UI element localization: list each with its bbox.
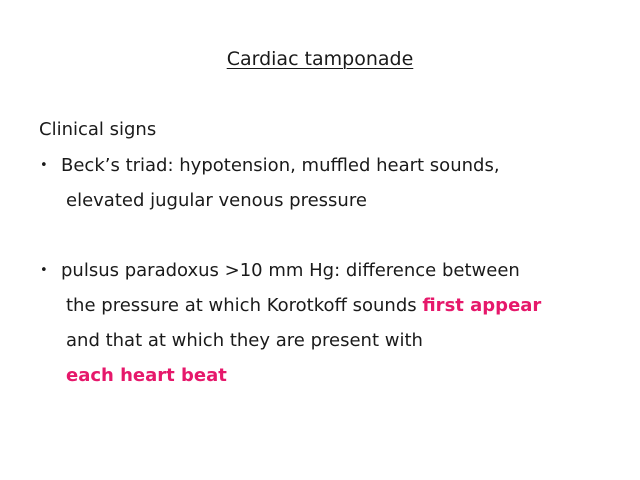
section-heading: Clinical signs bbox=[39, 119, 157, 140]
bullet-2-line-1: pulsus paradoxus >10 mm Hg: difference between bbox=[61, 260, 520, 281]
highlight-each-heart-beat: each heart beat bbox=[66, 365, 227, 386]
bullet-2-marker: • bbox=[40, 263, 48, 278]
bullet-1-line-1: Beck’s triad: hypotension, muffled heart sounds, bbox=[61, 155, 500, 176]
highlight-first-appear: first appear bbox=[422, 295, 542, 316]
bullet-1-marker: • bbox=[40, 158, 48, 173]
bullet-2-line-2 bbox=[66, 295, 541, 317]
bullet-2-line-2-text: the pressure at which Korotkoff sounds bbox=[66, 295, 423, 316]
bullet-2-line-3: and that at which they are present with bbox=[66, 330, 423, 351]
bullet-1-line-2: elevated jugular venous pressure bbox=[66, 190, 367, 211]
slide-title: Cardiac tamponade bbox=[226, 48, 414, 70]
